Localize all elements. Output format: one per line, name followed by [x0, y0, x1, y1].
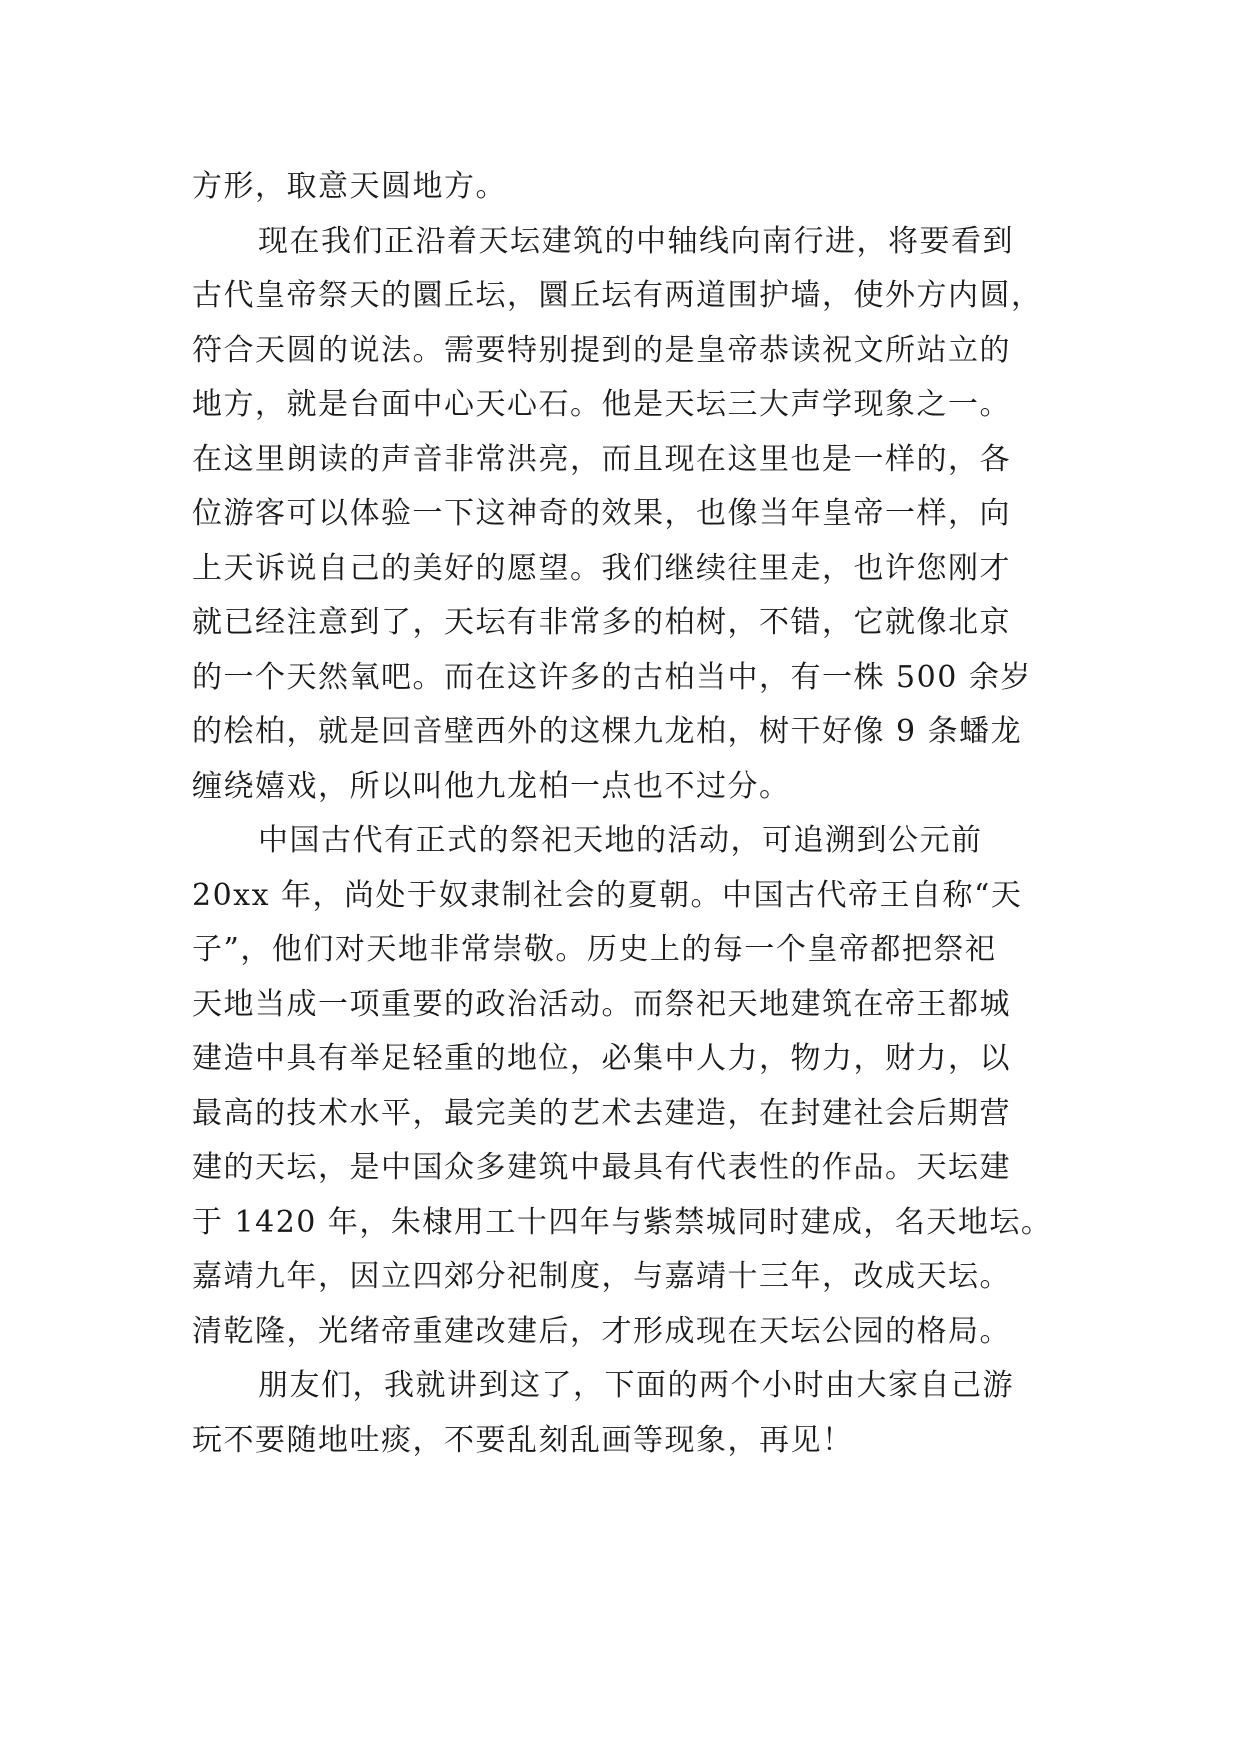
text-line: 就已经注意到了，天坛有非常多的柏树，不错，它就像北京	[192, 605, 1011, 640]
text-line: 最高的技术水平，最完美的艺术去建造，在封建社会后期营	[192, 1095, 1011, 1131]
text-line: 地方，就是台面中心天心石。他是天坛三大声学现象之一。	[192, 387, 1011, 422]
text-line: 现在我们正沿着天坛建筑的中轴线向南行进，将要看到	[258, 223, 1014, 259]
text-line: 朋友们，我就讲到这了，下面的两个小时由大家自己游	[258, 1368, 1014, 1403]
text-line: 在这里朗读的声音非常洪亮，而且现在这里也是一样的，各	[192, 441, 1011, 477]
text-line: 符合天圆的说法。需要特别提到的是皇帝恭读祝文所站立的	[192, 332, 1011, 368]
text-line: 天地当成一项重要的政治活动。而祭祀天地建筑在帝王都城	[192, 986, 1011, 1022]
text-line: 的桧柏，就是回音壁西外的这棵九龙柏，树干好像 9 条蟠龙	[192, 714, 1023, 749]
text-line: 建造中具有举足轻重的地位，必集中人力，物力，财力，以	[192, 1041, 1011, 1076]
text-line: 缠绕嬉戏，所以叫他九龙柏一点也不过分。	[192, 768, 791, 804]
text-line: 上天诉说自己的美好的愿望。我们继续往里走，也许您刚才	[192, 550, 1011, 586]
text-line: 古代皇帝祭天的圜丘坛，圜丘坛有两道围护墙，使外方内圆，	[192, 278, 1043, 313]
text-line: 20xx 年，尚处于奴隶制社会的夏朝。中国古代帝王自称“天	[192, 877, 1023, 913]
text-line: 建的天坛，是中国众多建筑中最具有代表性的作品。天坛建	[192, 1150, 1011, 1185]
text-line: 子”，他们对天地非常崇敬。历史上的每一个皇帝都把祭祀	[192, 932, 997, 967]
body-text	[192, 160, 1054, 1468]
text-line: 的一个天然氧吧。而在这许多的古柏当中，有一株 500 余岁	[192, 659, 1032, 695]
text-line: 方形，取意天圆地方。	[192, 169, 507, 204]
text-line: 玩不要随地吐痰，不要乱刻乱画等现象，再见！	[192, 1422, 854, 1458]
text-line: 清乾隆，光绪帝重建改建后，才形成现在天坛公园的格局。	[192, 1313, 1011, 1349]
text-line: 于 1420 年，朱棣用工十四年与紫禁城同时建成，名天地坛。	[192, 1204, 1053, 1240]
text-line: 嘉靖九年，因立四郊分祀制度，与嘉靖十三年，改成天坛。	[192, 1259, 1011, 1294]
text-line: 中国古代有正式的祭祀天地的活动，可追溯到公元前	[258, 823, 983, 858]
text-line: 位游客可以体验一下这神奇的效果，也像当年皇帝一样，向	[192, 496, 1011, 531]
